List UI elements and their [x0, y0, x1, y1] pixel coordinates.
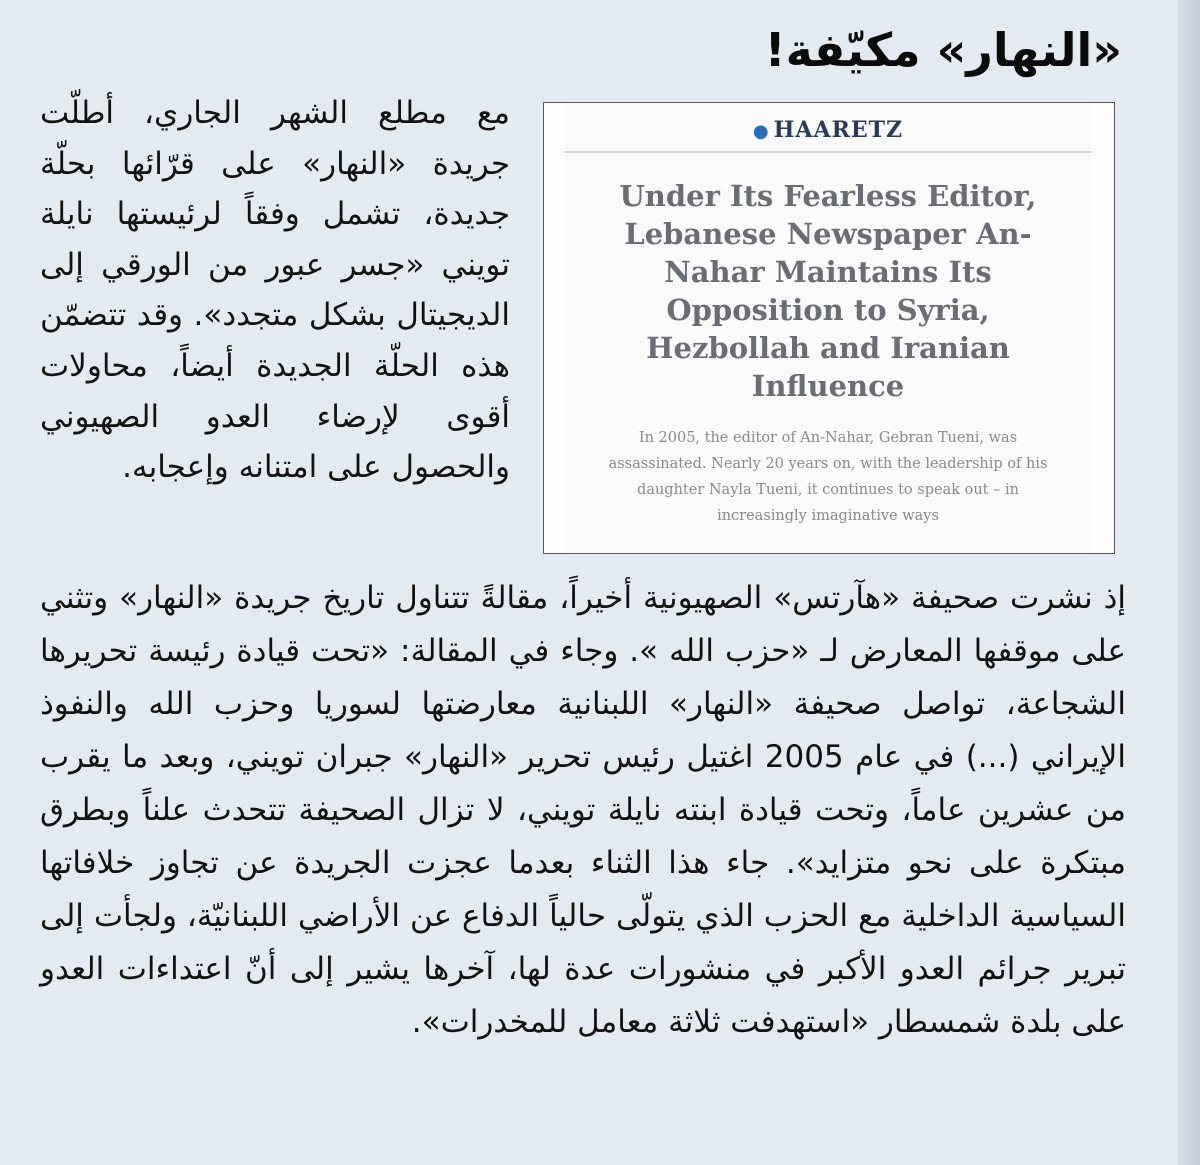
circle-dot-icon: ●	[752, 121, 770, 142]
figure-title: Under Its Fearless Editor, Lebanese Newspaper An-Nahar Maintains Its Opposition to Syria, Hezbollah and Iranian Influence	[619, 179, 1037, 403]
article-headline: «النهار» مكيّفة!	[764, 23, 1122, 77]
figure-masthead	[564, 117, 1092, 143]
figure-content	[564, 103, 1092, 554]
article-body-text: إذ نشرت صحيفة «هآرتس» الصهيونية أخيراً، مقالةً تتناول تاريخ جريدة «النهار» وتثني على موقفها المعارض لـ «حزب الله ». وجاء في المقالة: «تحت قيادة رئيسة تحريرها الشجاعة، تواصل صحيفة «النهار» اللبنانية معارضتها لسوريا وحزب الله والنفوذ الإيراني (...) في عام 2005 اغتيل رئيس تحرير «النهار» جبران تويني، وبعد ما يقرب من عشرين عاماً، وتحت قيادة ابنته نايلة تويني، لا تزال الصحيفة تتحدث علناً وبطرق مبتكرة على نحو متزايد». جاء هذا الثناء بعدما عجزت الجريدة عن تجاوز خلافاتها السياسية الداخلية مع الحزب الذي يتولّى حالياً الدفاع عن الأراضي اللبنانيّة، ولجأت إلى تبرير جرائم العدو الأكبر في منشورات عدة لها، آخرها يشير إلى أنّ اعتداءات العدو على بلدة شمسطار «استهدفت ثلاثة معامل للمخدرات».	[40, 580, 1126, 1040]
masthead-label: HAARETZ	[773, 117, 904, 143]
haaretz-screenshot-figure	[543, 102, 1115, 554]
figure-divider	[564, 151, 1092, 153]
figure-subtitle: In 2005, the editor of An-Nahar, Gebran Tueni, was assassinated. Nearly 20 years on, with the leadership of his daughter Nayla Tueni, it continues to speak out – in increasingly imaginative ways	[608, 430, 1048, 524]
article-column-text: مع مطلع الشهر الجاري، أطلّت جريدة «النهار» على قرّائها بحلّة جديدة، تشمل وفقاً لرئيستها نايلة تويني «جسر عبور من الورقي إلى الديجيتال بشكل متجدد». وقد تتضمّن هذه الحلّة الجديدة أيضاً، محاولات أقوى لإرضاء العدو الصهيوني والحصول على امتنانه وإعجابه.	[40, 95, 510, 486]
page-edge	[1178, 0, 1200, 1165]
